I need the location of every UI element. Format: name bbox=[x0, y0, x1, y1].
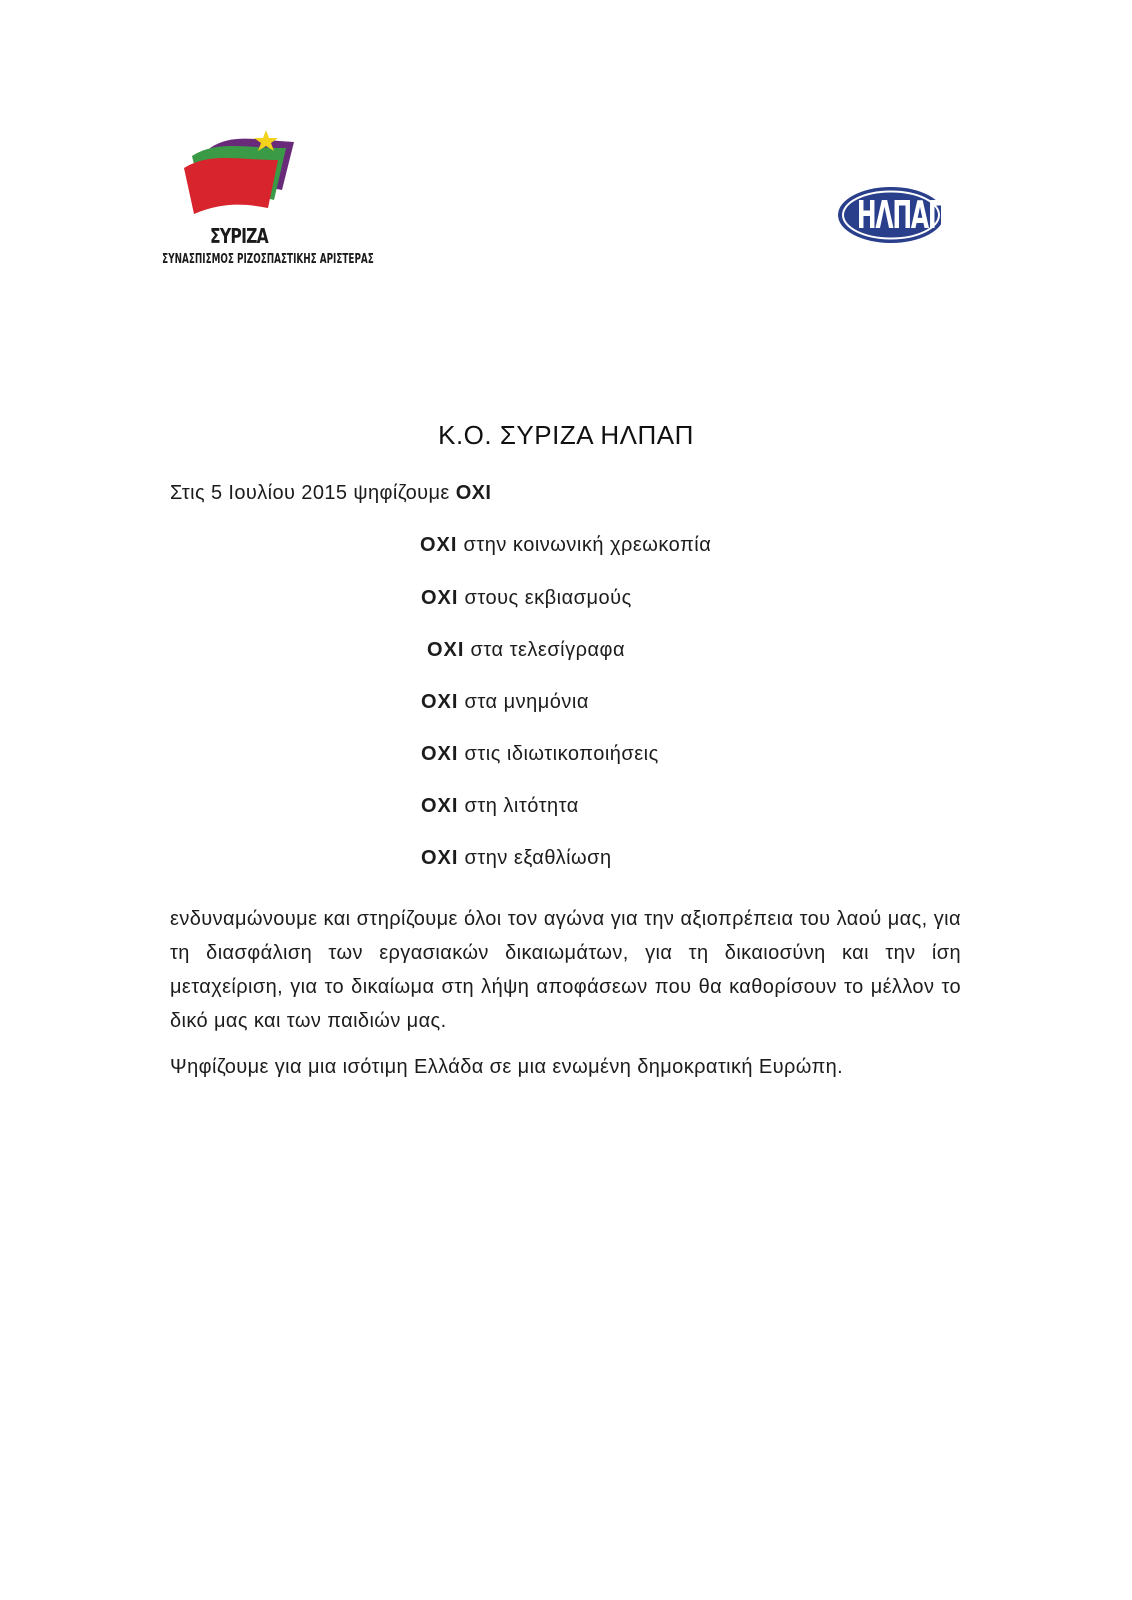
no-item bbox=[421, 743, 659, 766]
no-item-bold: ΟΧΙ bbox=[427, 639, 465, 661]
no-item-bold: ΟΧΙ bbox=[421, 795, 459, 817]
no-item bbox=[421, 847, 612, 870]
no-item-bold: ΟΧΙ bbox=[421, 587, 459, 609]
intro-text: Στις 5 Ιουλίου 2015 ψηφίζουμε bbox=[170, 482, 456, 504]
document-title: Κ.Ο. ΣΥΡΙΖΑ ΗΛΠΑΠ bbox=[438, 420, 694, 450]
no-item-text: στα τελεσίγραφα bbox=[464, 639, 626, 661]
no-item bbox=[420, 534, 711, 557]
no-item bbox=[421, 587, 632, 610]
syriza-logo-subtitle: ΣΥΝΑΣΠΙΣΜΟΣ ΡΙΖΟΣΠΑΣΤΙΚΗΣ ΑΡΙΣΤΕΡΑΣ bbox=[162, 252, 374, 267]
hlpap-logo-text: ΗΛΠΑΠ bbox=[856, 193, 947, 237]
no-item bbox=[421, 691, 589, 714]
no-item-bold: ΟΧΙ bbox=[421, 847, 459, 869]
no-item-text: στη λιτότητα bbox=[458, 795, 579, 817]
closing-line: Ψηφίζουμε για μια ισότιμη Ελλάδα σε μια ενωμένη δημοκρατική Ευρώπη. bbox=[170, 1056, 844, 1078]
hlpap-logo bbox=[836, 185, 946, 245]
no-item bbox=[427, 639, 625, 662]
body-paragraph: ενδυναμώνουμε και στηρίζουμε όλοι τον αγώνα για την αξιοπρέπεια του λαού μας, για τη διασφάλιση των εργασιακών δικαιωμάτων, για τη δικαιοσύνη και την ίση μεταχείριση, για το δικαίωμα στη λήψη αποφάσεων που θα καθορίσουν το μέλλον το δικό μας και των παιδιών μας. bbox=[170, 908, 961, 1032]
no-item bbox=[421, 795, 579, 818]
no-item-text: στην κοινωνική χρεωκοπία bbox=[457, 534, 712, 556]
syriza-flag-star-icon bbox=[182, 128, 302, 218]
no-item-bold: ΟΧΙ bbox=[421, 743, 459, 765]
syriza-logo-name: ΣΥΡΙΖΑ bbox=[210, 224, 268, 248]
intro-line bbox=[170, 482, 491, 505]
no-item-text: στους εκβιασμούς bbox=[458, 587, 632, 609]
no-item-text: στην εξαθλίωση bbox=[458, 847, 612, 869]
no-item-bold: ΟΧΙ bbox=[421, 691, 459, 713]
no-item-bold: ΟΧΙ bbox=[420, 534, 458, 556]
intro-bold-no: ΟΧΙ bbox=[455, 482, 492, 504]
no-item-text: στα μνημόνια bbox=[458, 691, 589, 713]
no-item-text: στις ιδιωτικοποιήσεις bbox=[458, 743, 659, 765]
syriza-logo bbox=[126, 128, 374, 273]
